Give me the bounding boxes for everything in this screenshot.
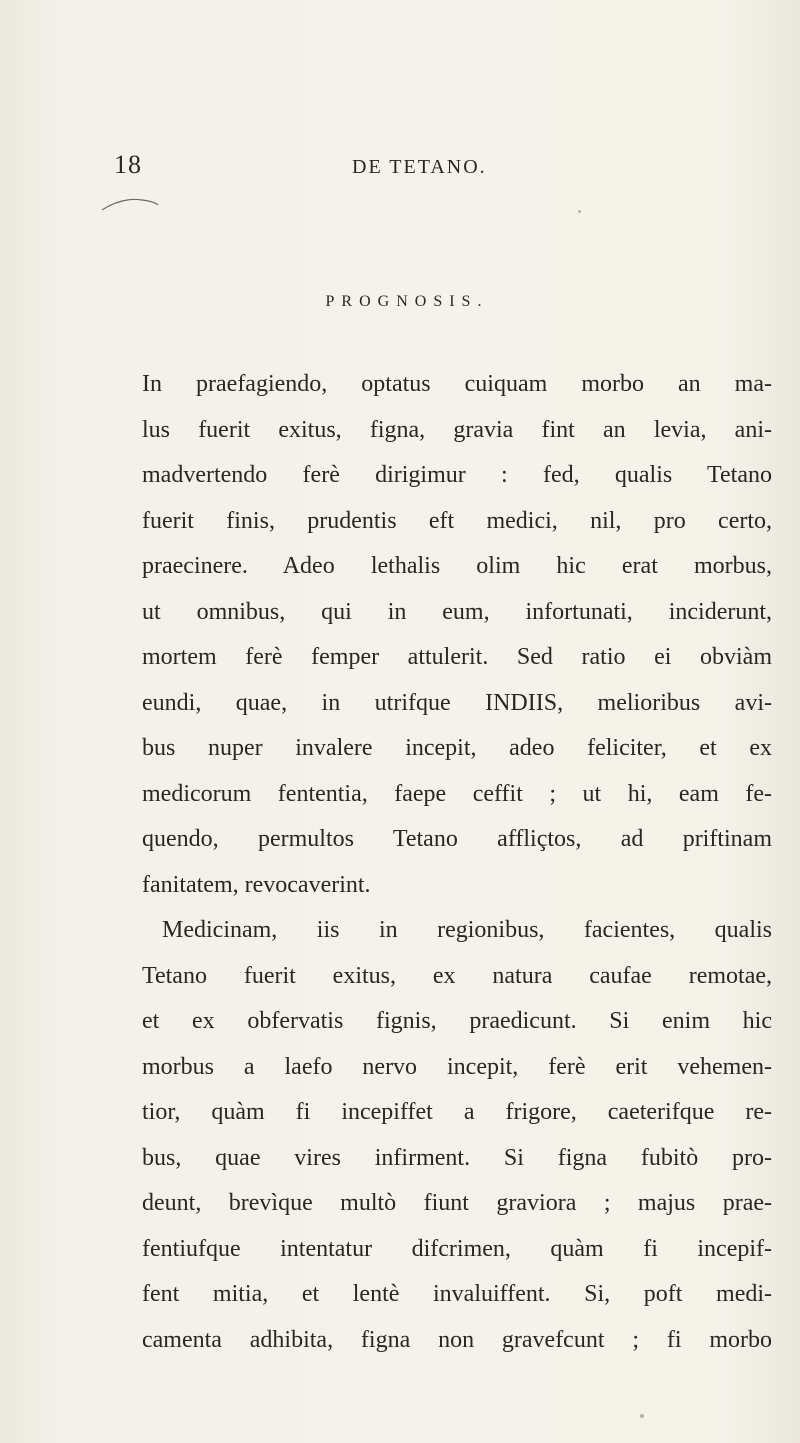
text-line: madvertendo ferè dirigimur : fed, qualis Tetano <box>142 462 772 488</box>
text-line: In praefagiendo, optatus cuiquam morbo an ma- <box>142 371 772 397</box>
text-line: mortem ferè femper attulerit. Sed ratio ei obviàm <box>142 644 772 670</box>
text-line: et ex obfervatis fignis, praedicunt. Si enim hic <box>142 1008 772 1034</box>
section-title: PROGNOSIS. <box>325 293 489 310</box>
text-line: eundi, quae, in utrifque INDIIS, melioribus avi- <box>142 689 772 716</box>
page-header <box>0 150 800 190</box>
ink-speck <box>640 1414 644 1418</box>
text-line: tior, quàm fi incepiffet a frigore, caeterifque re- <box>142 1099 772 1125</box>
text-line: bus nuper invalere incepit, adeo feliciter, et ex <box>142 735 772 761</box>
text-line: bus, quae vires infirment. Si figna fubitò pro- <box>142 1144 772 1171</box>
text-line: quendo, permultos Tetano affliçtos, ad priftinam <box>142 826 772 852</box>
text-line: Tetano fuerit exitus, ex natura caufae remotae, <box>142 962 772 989</box>
running-head: DE TETANO. <box>352 156 487 178</box>
text-line: medicorum fententia, faepe ceffit ; ut hi, eam fe- <box>142 780 772 807</box>
text-line: praecinere. Adeo lethalis olim hic erat morbus, <box>142 553 772 579</box>
text-line: fanitatem, revocaverint. <box>142 871 371 898</box>
ink-speck <box>578 210 581 213</box>
text-line: fentiufque intentatur difcrimen, quàm fi incepif- <box>142 1235 772 1262</box>
text-line: fent mitia, et lentè invaluiffent. Si, poft medi- <box>142 1281 772 1307</box>
body-text <box>142 362 772 1363</box>
text-line: deunt, brevìque multò fiunt graviora ; majus prae- <box>142 1190 772 1216</box>
page-number: 18 <box>114 150 142 179</box>
text-line: ut omnibus, qui in eum, infortunati, inciderunt, <box>142 598 772 625</box>
ink-flourish <box>100 196 160 214</box>
text-line: morbus a laefo nervo incepit, ferè erit vehemen- <box>142 1053 772 1080</box>
text-line: fuerit finis, prudentis eft medici, nil, pro certo, <box>142 507 772 534</box>
text-line: camenta adhibita, figna non gravefcunt ; fi morbo <box>142 1326 772 1353</box>
text-line: lus fuerit exitus, figna, gravia fint an levia, ani- <box>142 416 772 443</box>
text-line: Medicinam, iis in regionibus, facientes, qualis <box>162 917 772 943</box>
